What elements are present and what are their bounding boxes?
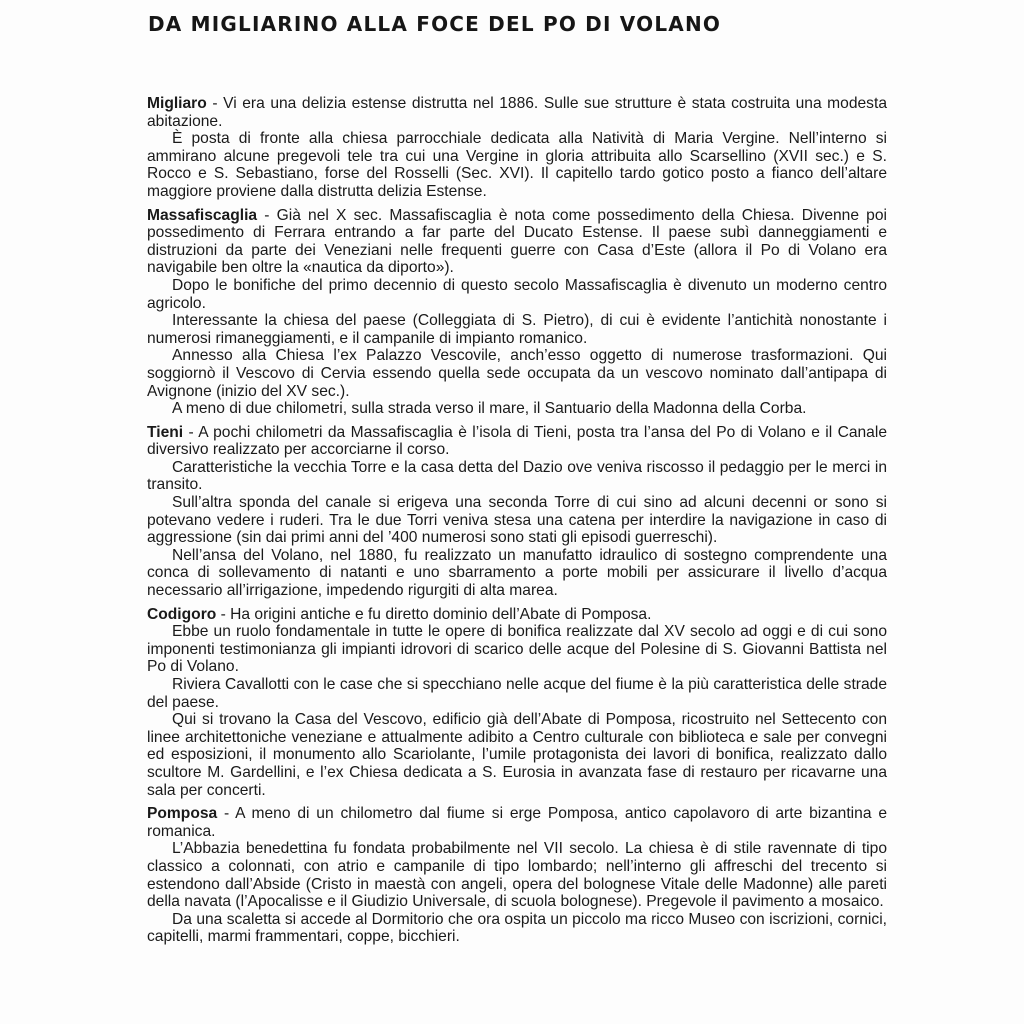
section-codigoro — [147, 606, 887, 800]
section-massafiscaglia — [147, 207, 887, 418]
section-lead — [147, 207, 887, 277]
paragraph: Sull’altra sponda del canale si erigeva una seconda Torre di cui sino ad alcuni decenni or sono si potevano vedere i ruderi. Tra le due Torri veniva stesa una catena per interdire la navigazione in caso di aggressione (sin dai primi anni del ’400 numerosi sono stati gli episodi guerreschi). — [147, 494, 887, 547]
section-pomposa — [147, 805, 887, 946]
section-heading: Massafiscaglia — [147, 206, 258, 224]
section-tieni — [147, 424, 887, 600]
paragraph: Qui si trovano la Casa del Vescovo, edificio già dell’Abate di Pomposa, ricostruito nel Settecento con linee architettoniche veneziane e attualmente adibito a Centro culturale con biblioteca e sale per convegni ed esposizioni, il monumento allo Scariolante, l’umile protagonista dei lavori di bonifica, realizzato dallo scultore M. Gardellini, e l’ex Chiesa dedicata a S. Eurosia in avanzata fase di restauro per ricavarne una sala per concerti. — [147, 711, 887, 799]
section-lead-text: - A pochi chilometri da Massafiscaglia è l’isola di Tieni, posta tra l’ansa del Po di Volano e il Canale diversivo realizzato per accorciarne il corso. — [147, 423, 887, 459]
section-lead-text: - Vi era una delizia estense distrutta nel 1886. Sulle sue strutture è stata costruita una modesta abitazione. — [147, 95, 887, 130]
paragraph: A meno di due chilometri, sulla strada verso il mare, il Santuario della Madonna della Corba. — [172, 400, 807, 418]
paragraph: Caratteristiche la vecchia Torre e la casa detta del Dazio ove veniva riscosso il pedaggio per le merci in transito. — [147, 458, 887, 494]
paragraph: Riviera Cavallotti con le case che si specchiano nelle acque del fiume è la più caratteristica delle strade del paese. — [147, 676, 887, 711]
paragraph: È posta di fronte alla chiesa parrocchiale dedicata alla Natività di Maria Vergine. Nell’interno si ammirano alcune pregevoli tele tra cui una Vergine in gloria attribuita allo Scarsellino (XVII sec.) e S. Rocco e S. Sebastiano, forse del Rosselli (Sec. XVI). Il capitello tardo gotico posto a fianco dell’altare maggiore proviene dalla distrutta delizia Estense. — [147, 130, 887, 200]
section-migliaro — [147, 95, 887, 201]
paragraph: Nell’ansa del Volano, nel 1880, fu realizzato un manufatto idraulico di sostegno comprendente una conca di sollevamento di natanti e uno sbarramento a porte mobili per assicurare il livello d’acqua necessario all’irrigazione, impedendo rigurgiti di alta marea. — [147, 546, 887, 600]
paragraph: Dopo le bonifiche del primo decennio di questo secolo Massafiscaglia è divenuto un moderno centro agricolo. — [147, 276, 887, 312]
section-lead-text: - Già nel X sec. Massafiscaglia è nota come possedimento della Chiesa. Divenne poi possedimento di Ferrara entrando a far parte del Ducato Estense. Il paese subì danneggiamenti e distruzioni da parte dei Veneziani nelle frequenti guerre con Casa d’Este (allora il Po di Volano era navigabile ben oltre la «nautica da diporto»). — [147, 206, 887, 277]
paragraph: Ebbe un ruolo fondamentale in tutte le opere di bonifica realizzate dal XV secolo ad oggi e di cui sono imponenti testimonianza gli impianti idrovori di scarico delle acque del Polesine di S. Giovanni Battista nel Po di Volano. — [147, 623, 887, 676]
page-title: DA MIGLIARINO ALLA FOCE DEL PO DI VOLANO — [148, 12, 722, 36]
paragraph: Annesso alla Chiesa l’ex Palazzo Vescovile, anch’esso oggetto di numerose trasformazioni. Qui soggiornò il Vescovo di Cervia essendo quella sede occupata da un vescovo nominato dall’antipapa di Avignone (inizio del XV sec.). — [147, 347, 887, 400]
section-lead-text: - Ha origini antiche e fu diretto dominio dell’Abate di Pomposa. — [216, 605, 652, 623]
section-lead — [147, 805, 887, 840]
section-lead — [147, 424, 887, 459]
section-heading: Codigoro — [147, 605, 217, 623]
section-lead — [147, 95, 887, 130]
section-heading: Tieni — [147, 423, 184, 441]
section-heading: Pomposa — [147, 805, 218, 823]
section-lead — [147, 606, 887, 624]
paragraph: L’Abbazia benedettina fu fondata probabilmente nel VII secolo. La chiesa è di stile ravennate di tipo classico a colonnati, con atrio e campanile di tipo lombardo; nell’interno gli affreschi del trecento si estendono dall’Abside (Cristo in maestà con angeli, opera del bolognese Vitale delle Madonne) alle pareti della navata (l’Apocalisse e il Giudizio Universale, di scuola bolognese). Pregevole il pavimento a mosaico. — [147, 840, 887, 911]
section-heading: Migliaro — [147, 95, 207, 112]
section-lead-text: - A meno di un chilometro dal fiume si erge Pomposa, antico capolavoro di arte bizantina e romanica. — [147, 805, 887, 840]
document-body — [147, 95, 887, 952]
paragraph: Interessante la chiesa del paese (Colleggiata di S. Pietro), di cui è evidente l’antichità nonostante i numerosi rimaneggiamenti, e il campanile di impianto romanico. — [147, 312, 887, 347]
paragraph: Da una scaletta si accede al Dormitorio che ora ospita un piccolo ma ricco Museo con iscrizioni, cornici, capitelli, marmi frammentari, coppe, bicchieri. — [147, 910, 887, 946]
